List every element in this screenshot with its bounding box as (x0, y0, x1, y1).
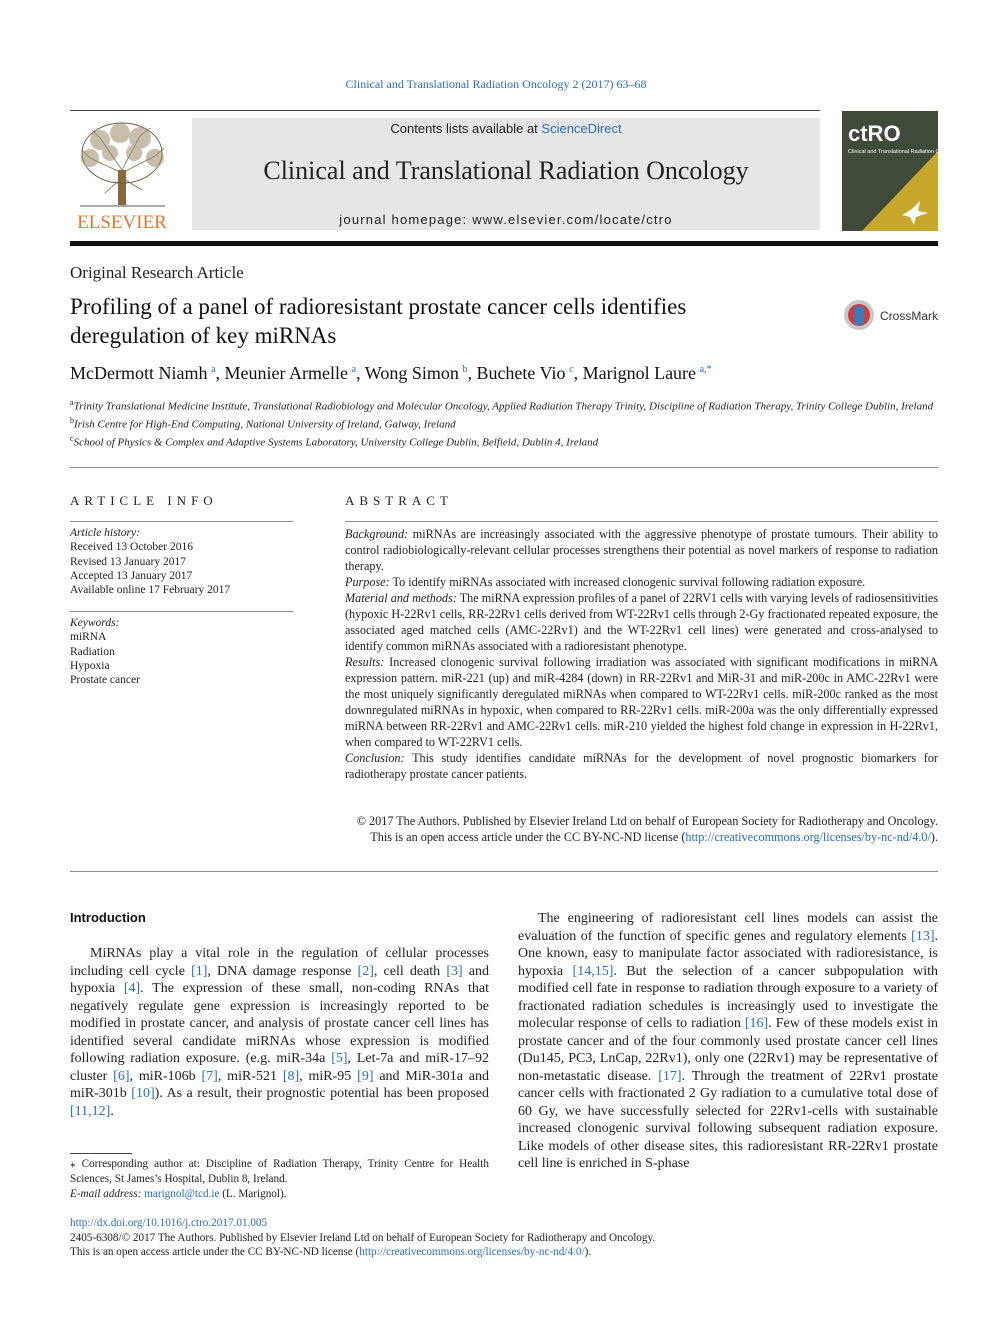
body-text: , miR-95 (299, 1068, 358, 1084)
email-link[interactable]: marignol@tcd.ie (144, 1188, 220, 1200)
author-name[interactable]: McDermott Niamh (70, 363, 208, 383)
body-text: MiRNAs play a vital role in the regulation of cellular processes including cell cycle (70, 946, 489, 979)
citation-link[interactable]: [7] (201, 1068, 218, 1084)
abstract-conclusion (345, 750, 938, 782)
email-suffix: (L. Marignol). (219, 1188, 287, 1200)
copyright-text: © 2017 The Authors. Published by Elsevier Ireland Ltd on behalf of European Society for Radiotherapy and Oncology. This is an open access article under the CC BY-NC-ND license ( (356, 814, 938, 844)
intro-paragraph (70, 945, 489, 1120)
copyright-end: ). (930, 830, 938, 844)
journal-reference-link[interactable]: Clinical and Translational Radiation Oncology 2 (2017) 63–68 (345, 77, 647, 91)
divider (70, 611, 293, 612)
divider (70, 521, 293, 522)
body-column-left (70, 945, 489, 1120)
affiliation-item (70, 414, 938, 432)
citation-link[interactable]: [16] (744, 1016, 769, 1031)
abstract-purpose (345, 574, 938, 590)
abstract-background (345, 526, 938, 574)
author-name[interactable]: Marignol Laure (582, 363, 697, 383)
body-text: . Through the treatment of 22Rv1 prostate cancer cells with fractionated 2 Gy radiation to a cumulative total dose of 60 Gy, we have successfully selected for 22Rv1-cells with sustainable increased clonogenic survival following subsequent radiation exposure. Like models of other disease sites, this radioresistant RR-22Rv1 prostate cell line is enriched in S-phase (518, 1068, 939, 1171)
sciencedirect-link[interactable]: ScienceDirect (541, 121, 622, 136)
issn-line: 2405-6308/© 2017 The Authors. Published by Elsevier Ireland Ltd on behalf of European Society for Radiotherapy and Oncology. (70, 1231, 656, 1244)
homepage-prefix: journal homepage: (339, 212, 473, 227)
affiliation-marker: b (70, 416, 74, 426)
journal-cover-thumbnail[interactable] (842, 111, 959, 231)
footer-license-link[interactable]: http://creativecommons.org/licenses/by-nc-nd/4.0/ (359, 1246, 585, 1258)
affiliation-text: Trinity Translational Medicine Institute, Translational Radiobiology and Molecular Oncology, Applied Radiation Therapy Trinity, Discipline of Radiation Therapy, Trinity College Dublin, Ireland (73, 400, 934, 413)
history-label: Article history: (70, 527, 140, 539)
article-history (70, 526, 293, 597)
homepage-url-link[interactable]: www.elsevier.com/locate/ctro (472, 212, 673, 227)
section-heading-introduction: Introduction (70, 910, 146, 925)
citation-link[interactable]: [2] (357, 963, 374, 979)
author-affil-marker[interactable]: a (211, 364, 216, 375)
section-text: Increased clonogenic survival following irradiation was associated with significant modifications in miRNA expression pattern. miR-221 (up) and miR-4284 (down) in RR-22Rv1 and MiR-31 and miR-200c in AMC-22Rv1 were the most uniquely significantly deregulated miRNAs when compared to WT-22Rv1 cells. miR-200c ranked as the most downregulated miRNAs in hypoxic, when compared to RR-22Rv1 cells. miR-200a was the only differentially expressed miRNA between RR-22Rv1 and AMC-22Rv1 cells. miR-210 yielded the highest fold change in expression in H-22Rv1, when compared to WT-22RV1 cells. (345, 655, 938, 749)
header-top-rule (70, 110, 820, 111)
keyword-item: Prostate cancer (70, 674, 140, 687)
copyright-notice (345, 813, 938, 845)
body-text: and MiR-301a and miR-301b (70, 1068, 490, 1101)
license-suffix: ). (584, 1246, 592, 1258)
body-text: , miR-521 (217, 1068, 283, 1084)
body-text: , miR-106b (129, 1068, 202, 1084)
license-prefix: This is an open access article under the CC BY-NC-ND license ( (70, 1246, 360, 1258)
affiliation-list (70, 396, 938, 450)
citation-link[interactable]: [13] (911, 928, 935, 944)
citation-link[interactable]: [8] (282, 1068, 300, 1084)
author-name[interactable]: Buchete Vio (476, 363, 566, 383)
body-text: ). As a result, their prognostic potential has been proposed (154, 1086, 489, 1101)
author-list: McDermott Niamh $^a$, Meunier Armelle $^a$, Wong Simon $^b$, Buchete Vio $^c$, Marignol Laure $^{a,*}$ (70, 363, 712, 383)
page-footer (70, 1216, 938, 1260)
divider (345, 521, 938, 522)
citation-link[interactable]: [6] (113, 1068, 130, 1084)
divider (70, 871, 938, 872)
journal-title: Clinical and Translational Radiation Oncology (263, 156, 749, 185)
body-text: , cell death (373, 963, 447, 979)
citation-link[interactable]: [1] (191, 963, 208, 979)
article-title: Profiling of a panel of radioresistant prostate cancer cells identifies deregulation of key miRNAs (70, 294, 687, 348)
contents-prefix: Contents lists available at (390, 121, 542, 136)
section-text: To identify miRNAs associated with increased clonogenic survival following radiation exposure. (389, 575, 866, 589)
author-affil-marker[interactable]: a,* (699, 364, 712, 375)
keywords-label: Keywords: (70, 617, 120, 629)
affiliation-item (70, 396, 938, 414)
body-text: , DNA damage response (207, 963, 358, 979)
abstract-heading: ABSTRACT (345, 493, 453, 508)
license-link[interactable]: http://creativecommons.org/licenses/by-nc-nd/4.0/ (685, 830, 931, 844)
citation-link[interactable]: [14,15] (572, 963, 614, 979)
abstract-body (345, 526, 938, 782)
citation-link[interactable]: [5] (331, 1051, 348, 1066)
keywords (70, 616, 293, 687)
citation-link[interactable]: [9] (357, 1068, 374, 1084)
abstract-results (345, 654, 938, 750)
body-column-right (518, 910, 938, 1173)
section-text: miRNAs are increasingly associated with the aggressive phenotype of prostate tumours. Their ability to control radiobiologically-relevant cellular processes strengthens their potential as novel markers of response to radiation therapy. (345, 527, 938, 573)
citation-link[interactable]: [17] (658, 1068, 682, 1084)
author-name[interactable]: Wong Simon (364, 363, 459, 383)
history-item: Received 13 October 2016 (70, 541, 193, 554)
affiliation-item (70, 432, 938, 450)
section-label: Results: (345, 655, 385, 669)
author-affil-marker[interactable]: b (462, 364, 468, 375)
body-text: and hypoxia (70, 963, 490, 996)
affiliation-marker: c (70, 434, 74, 444)
citation-link[interactable]: [10] (131, 1086, 155, 1101)
contents-line (192, 121, 820, 136)
divider (70, 467, 938, 468)
affiliation-text: School of Physics & Complex and Adaptive Systems Laboratory, University College Dublin, Belfield, Dublin 4, Ireland (73, 436, 599, 449)
article-info-heading: ARTICLE INFO (70, 493, 218, 508)
author-affil-marker[interactable]: a (351, 364, 357, 375)
body-text: . The expression of these small, non-coding RNAs that negatively regulate gene expression is increasingly reported to be modified in prostate cancer, and analysis of prostate cancer cell lines has identified several candidate miRNAs whose expression is modified following radiation exposure. (e.g. miR-34a (70, 981, 489, 1066)
history-item: Accepted 13 January 2017 (70, 569, 193, 582)
elsevier-wordmark: ELSEVIER (77, 212, 167, 233)
keyword-item: miRNA (70, 631, 107, 644)
cover-title: ctRO (848, 121, 901, 146)
journal-homepage (192, 212, 820, 227)
citation-link[interactable]: [4] (123, 981, 141, 996)
footnote-rule (70, 1153, 132, 1154)
section-label: Purpose: (345, 575, 390, 589)
citation-link[interactable]: [3] (446, 963, 463, 979)
header-thick-rule (70, 241, 938, 246)
body-text: , Let-7a and miR-17–92 cluster (70, 1051, 490, 1084)
elsevier-logo (70, 118, 175, 233)
history-item: Revised 13 January 2017 (70, 555, 186, 568)
intro-paragraph (518, 910, 938, 1173)
body-text: . One known, easy to manipulate factor associated with radioresistance, is hypoxia (518, 928, 938, 979)
email-label: E-mail address: (70, 1188, 145, 1200)
crossmark-label: CrossMark (880, 309, 939, 323)
article-type: Original Research Article (70, 263, 244, 282)
section-label: Background: (345, 527, 409, 541)
body-text: The engineering of radioresistant cell lines models can assist the evaluation of the function of specific genes and regulatory elements (518, 911, 938, 944)
affiliation-text: Irish Centre for High-End Computing, National University of Ireland, Galway, Ireland (74, 418, 456, 431)
abstract-methods (345, 590, 938, 654)
section-text: The miRNA expression profiles of a panel of 22RV1 cells with varying levels of radiosensitivities (hypoxic H-22Rv1 cells, RR-22Rv1 cells derived from WT-22Rv1 cells through 2-Gy fractionated repeated exposure, the associated aged matched cells (AMC-22Rv1) and the WT-22Rv1 cell lines) were generated and cross-analysed to identify common miRNAs associated with a radioresistant phenotype. (345, 591, 938, 653)
author-affil-marker[interactable]: c (569, 364, 574, 375)
section-label: Material and methods: (345, 591, 457, 605)
corresponding-author-footnote (70, 1157, 489, 1202)
history-item: Available online 17 February 2017 (70, 584, 231, 597)
body-text: . Few of these models exist in prostate cancer and of the four commonly used prostate cancer cell lines (Du145, PC3, LnCap, 22Rv1), only one (22Rv1) may be representative of non-metastatic disease. (518, 1016, 938, 1084)
section-label: Conclusion: (345, 751, 405, 765)
cover-subtitle: Clinical and Translational Radiation Oncology (848, 149, 959, 155)
crossmark-badge[interactable] (842, 298, 942, 334)
citation-link[interactable]: [11,12] (70, 1103, 111, 1119)
section-text: This study identifies candidate miRNAs for the development of novel prognostic biomarkers for radiotherapy prostate cancer patients. (345, 751, 938, 781)
body-text: . (110, 1103, 114, 1119)
keyword-item: Radiation (70, 645, 115, 658)
body-text: . But the selection of a cancer subpopulation with modified cell fate in response to radiation through exposure to a variety of fractionated radiation schedules is increasingly used to investigate the molecular response of cells to radiation (518, 963, 938, 1031)
author-name[interactable]: Meunier Armelle (224, 363, 349, 383)
keyword-item: Hypoxia (70, 659, 110, 672)
footnote-marker: ⁎ (70, 1158, 76, 1170)
footnote-text: Corresponding author at: Discipline of Radiation Therapy, Trinity Centre for Health Sciences, St James’s Hospital, Dublin 8, Ireland. (70, 1158, 489, 1185)
doi-link[interactable]: http://dx.doi.org/10.1016/j.ctro.2017.01.005 (70, 1217, 268, 1229)
affiliation-marker: a (70, 398, 74, 407)
